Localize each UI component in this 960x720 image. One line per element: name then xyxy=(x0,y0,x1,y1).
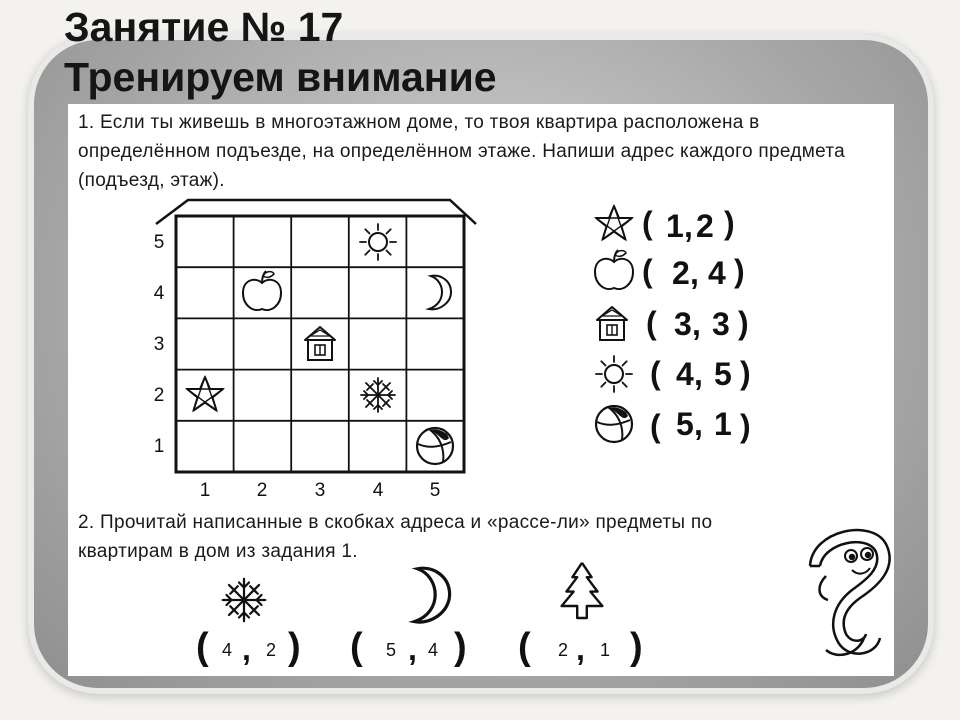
answer-floor: 3 xyxy=(712,306,730,342)
open-paren: ( xyxy=(650,408,661,444)
comma: , xyxy=(694,406,703,442)
answer-entrance: 4 xyxy=(676,356,694,392)
apple-icon xyxy=(243,271,281,310)
lesson-topic: Тренируем внимание xyxy=(64,54,497,100)
answer-floor: 5 xyxy=(714,356,732,392)
floor-label-5: 5 xyxy=(153,232,165,253)
open-paren: ( xyxy=(646,305,657,341)
address-floor: 2 xyxy=(266,640,277,660)
answer-entrance: 1 xyxy=(666,208,684,244)
floor-label-2: 2 xyxy=(153,385,165,406)
answer-row-sun xyxy=(596,355,751,392)
comma: , xyxy=(408,631,417,667)
comma: , xyxy=(242,631,251,667)
task2-item-fir-tree xyxy=(518,563,643,668)
task2-item-moon xyxy=(350,568,467,668)
house-grid xyxy=(154,200,476,501)
entrance-label-5: 5 xyxy=(429,480,441,501)
comma: , xyxy=(690,255,699,291)
sun-icon xyxy=(596,356,632,392)
snowflake-icon xyxy=(361,378,395,412)
snowflake-icon xyxy=(223,579,266,622)
fir-tree-icon xyxy=(562,563,603,618)
question-mark-mascot-icon xyxy=(810,530,890,655)
answer-floor: 1 xyxy=(714,406,732,442)
open-paren: ( xyxy=(650,355,661,391)
answer-floor: 4 xyxy=(708,255,726,291)
floor-label-3: 3 xyxy=(153,334,165,355)
apple-icon xyxy=(595,250,633,289)
floor-label-1: 1 xyxy=(153,436,165,457)
entrance-label-3: 3 xyxy=(314,480,326,501)
entrance-label-1: 1 xyxy=(199,480,211,501)
comma: , xyxy=(576,631,585,667)
worksheet-drawings xyxy=(68,104,894,676)
answers-column xyxy=(595,205,751,444)
star-icon xyxy=(596,206,632,240)
answer-entrance: 2 xyxy=(672,255,690,291)
worksheet xyxy=(68,104,894,676)
house-icon xyxy=(597,307,627,340)
sun-icon xyxy=(360,224,396,260)
close-paren: ) xyxy=(454,626,467,668)
ball-icon xyxy=(417,428,453,464)
address-floor: 1 xyxy=(600,640,611,660)
open-paren: ( xyxy=(350,626,363,668)
answer-row-star xyxy=(596,205,735,244)
answer-entrance: 3 xyxy=(674,306,692,342)
open-paren: ( xyxy=(642,205,653,241)
moon-icon xyxy=(429,276,451,310)
answer-row-apple xyxy=(595,250,745,291)
answer-floor: 2 xyxy=(696,208,714,244)
close-paren: ) xyxy=(738,305,749,341)
address-entrance: 5 xyxy=(386,640,397,660)
close-paren: ) xyxy=(740,408,751,444)
lesson-title xyxy=(64,2,497,102)
answer-row-ball xyxy=(596,406,751,444)
close-paren: ) xyxy=(740,355,751,391)
entrance-label-4: 4 xyxy=(372,480,384,501)
close-paren: ) xyxy=(724,205,735,241)
task2-items xyxy=(196,563,643,668)
lesson-number: Занятие № 17 xyxy=(64,4,344,50)
close-paren: ) xyxy=(288,626,301,668)
entrance-label-2: 2 xyxy=(256,480,268,501)
house-icon xyxy=(305,327,335,360)
comma: , xyxy=(692,306,701,342)
open-paren: ( xyxy=(518,626,531,668)
comma: , xyxy=(694,356,703,392)
task2-item-snowflake xyxy=(196,579,301,668)
house-roof xyxy=(156,200,476,224)
address-entrance: 2 xyxy=(558,640,569,660)
star-icon xyxy=(187,377,223,411)
floor-label-4: 4 xyxy=(153,283,165,304)
comma: , xyxy=(684,208,693,244)
task1-text: 1. Если ты живешь в многоэтажном доме, то твоя квартира расположена в определённом подъезде, на определённом этаже. Напиши адрес каждого предмета (подъезд, этаж). xyxy=(78,112,845,191)
address-floor: 4 xyxy=(428,640,439,660)
close-paren: ) xyxy=(734,253,745,289)
open-paren: ( xyxy=(642,253,653,289)
open-paren: ( xyxy=(196,626,209,668)
task2-text: 2. Прочитай написанные в скобках адреса и «рассе-ли» предметы по квартирам в дом из задания 1. xyxy=(78,512,713,562)
close-paren: ) xyxy=(630,626,643,668)
answer-row-house xyxy=(597,305,749,342)
ball-icon xyxy=(596,406,632,442)
address-entrance: 4 xyxy=(222,640,233,660)
moon-icon xyxy=(414,568,449,622)
answer-entrance: 5 xyxy=(676,406,694,442)
